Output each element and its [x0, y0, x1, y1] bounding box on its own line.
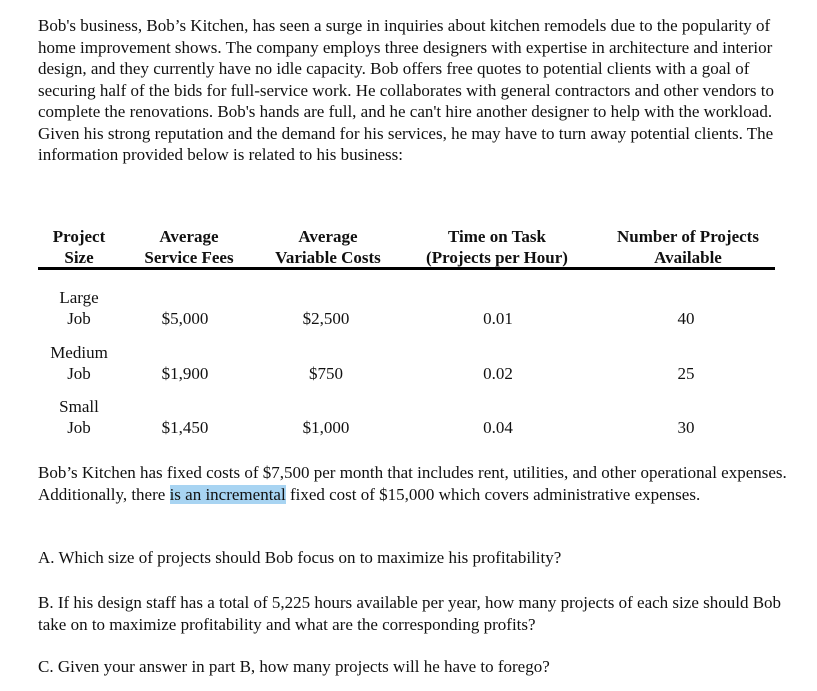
header-line: Number of Projects	[617, 227, 759, 246]
row-medium-fee: $1,900	[161, 364, 209, 383]
row-large-time: 0.01	[483, 309, 513, 328]
size-line: Job	[67, 418, 91, 437]
table-header-rule	[38, 267, 775, 270]
row-medium-available: 25	[677, 364, 695, 383]
table-header	[38, 226, 775, 266]
row-large-size	[34, 287, 124, 329]
header-line: Time on Task	[448, 227, 546, 246]
intro-paragraph: Bob's business, Bob’s Kitchen, has seen a surge in inquiries about kitchen remodels due to the popularity of home improvement shows. The company employs three designers with expertise in architecture and interior design, and they currently have no idle capacity. Bob offers free quotes to potential clients with a goal of securing half of the bids for full-service work. He collaborates with general contractors and other vendors to complete the renovations. Bob's hands are full, and he can't hire another designer to help with the workload. Given his strong reputation and the demand for his services, he may have to turn away potential clients. The information provided below is related to his business:	[38, 16, 774, 164]
size-line: Large	[59, 288, 99, 307]
size-line: Small	[59, 397, 99, 416]
row-medium-variable: $750	[309, 364, 343, 383]
row-large-fee: $5,000	[161, 309, 209, 328]
header-line: Project	[52, 227, 106, 246]
row-large-variable: $2,500	[302, 309, 350, 328]
header-service-fees	[135, 226, 243, 268]
header-line: Average	[298, 227, 358, 246]
size-line: Job	[67, 364, 91, 383]
header-line: Variable Costs	[275, 248, 381, 267]
header-time-on-task	[416, 226, 578, 268]
fixed-costs-paragraph	[38, 462, 790, 505]
highlighted-text: is an incremental	[169, 484, 286, 504]
row-medium-size	[34, 342, 124, 384]
size-line: Medium	[50, 343, 108, 362]
row-medium-time: 0.02	[483, 364, 513, 383]
row-small-variable: $1,000	[302, 418, 350, 437]
header-project-size	[38, 226, 120, 268]
row-small-size	[34, 396, 124, 438]
row-small-available: 30	[677, 418, 695, 437]
fixed-costs-text: Bob’s Kitchen has fixed costs of $7,500 per month that includes rent, utilities, and other operational expenses. Additionally, there	[38, 463, 787, 504]
fixed-costs-text-end: fixed cost of $15,000 which covers administrative expenses.	[285, 484, 701, 504]
question-c: C. Given your answer in part B, how many projects will he have to forego?	[38, 657, 550, 676]
header-variable-costs	[266, 226, 390, 268]
header-line: Service Fees	[144, 248, 234, 267]
row-large-available: 40	[677, 309, 695, 328]
row-small-time: 0.04	[483, 418, 513, 437]
header-number-available	[605, 226, 771, 268]
header-line: Size	[64, 248, 94, 267]
question-a: A. Which size of projects should Bob focus on to maximize his profitability?	[38, 548, 562, 567]
row-small-fee: $1,450	[161, 418, 209, 437]
header-line: Available	[654, 248, 722, 267]
size-line: Job	[67, 309, 91, 328]
header-line: Average	[159, 227, 219, 246]
header-line: (Projects per Hour)	[426, 248, 568, 267]
question-b: B. If his design staff has a total of 5,225 hours available per year, how many projects of each size should Bob take on to maximize profitability and what are the corresponding profits?	[38, 593, 782, 634]
